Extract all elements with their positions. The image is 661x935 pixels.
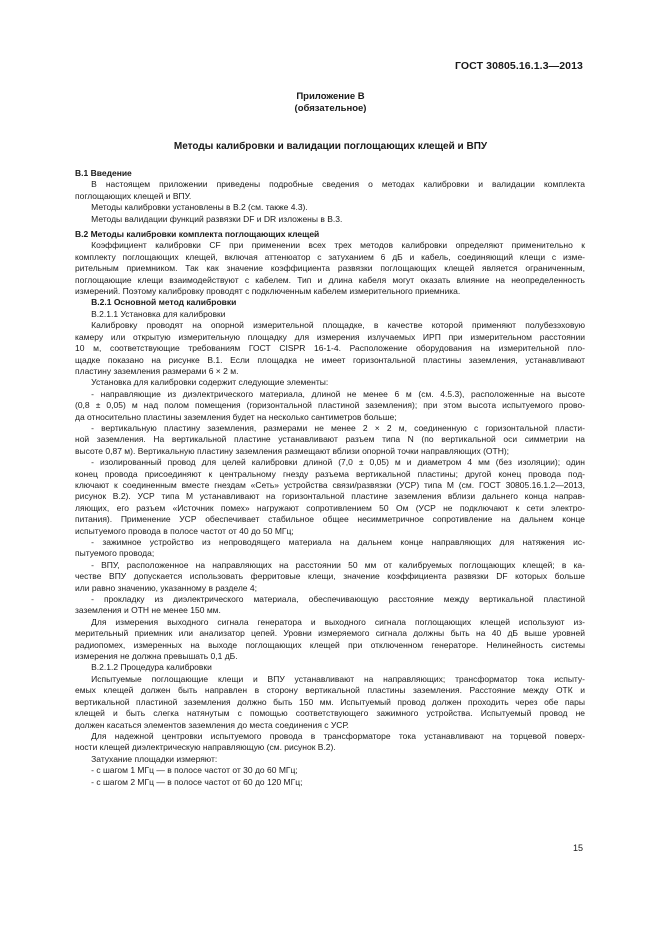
text-line: В.2.1.2 Процедура калибровки xyxy=(91,662,212,673)
text-line: щадке показано на рисунке В.1. Если площадка не имеет горизонтальной пластины заземления, устанавливают xyxy=(75,354,585,365)
text-line: да относительно пластины заземления будет на несколько сантиметров больше; xyxy=(75,411,397,422)
text-line: Для измерения выходного сигнала генератора и выходного сигнала поглощающих клещей используют из- xyxy=(91,616,585,627)
annex-status: (обязательное) xyxy=(294,103,367,114)
annex-title: Приложение В xyxy=(296,91,365,102)
text-line: измерения не должна превышать 0,1 дБ. xyxy=(75,651,238,662)
text-line: рисунок В.2). УСР типа М устанавливают на горизонтальной пластине заземления вблизи дальнего конца направ- xyxy=(75,491,585,502)
text-line: ляющих, его разъем «Источник помех» нагружают сопротивлением 50 Ом (УСР не подключают к сети электро- xyxy=(75,502,585,513)
text-line: испытуемого провода в полосе частот от 40 до 50 МГц; xyxy=(75,525,294,536)
text-line: заземления и ОТН не менее 150 мм. xyxy=(75,605,221,616)
text-line: конец провода присоединяют к центральному гнезду разъема вертикальной пластины; другой конец провода под- xyxy=(75,468,585,479)
text-line: емых клещей должен быть направлен в сторону вертикальной пластины заземления. Расстояние между ОТК и xyxy=(75,685,585,696)
text-line: - ВПУ, расположенное на направляющих на расстоянии 50 мм от калибруемых поглощающих клещей; в ка- xyxy=(91,559,585,570)
text-line: - прокладку из диэлектрического материала, обеспечивающую расстояние между вертикальной пластиной xyxy=(91,594,585,605)
text-line: питания). Применение УСР обеспечивает стабильное общее несимметричное сопротивление на дальнем конце xyxy=(75,514,585,525)
text-line: комплекту поглощающих клещей, включая аттенюатор с затуханием 6 дБ и кабель, соединяющий клещи с изме- xyxy=(75,251,585,262)
document-title: Методы калибровки и валидации поглощающих клещей и ВПУ xyxy=(173,141,488,152)
document-body xyxy=(75,168,585,788)
text-line: рительным приемником. Так как значение коэффициента развязки поглощающих клещей является ограниченным, xyxy=(75,263,585,274)
text-line: Коэффициент калибровки CF при применении всех трех методов калибровки определяют применительно к xyxy=(91,240,585,251)
text-line: камеру или открытую измерительную площадку для измерения излучаемых ИРП при измерительном расстоянии xyxy=(75,331,585,342)
text-line: пытуемого провода; xyxy=(75,548,155,559)
text-line: ной заземления. На вертикальной пластине устанавливают разъем типа N (по вертикальной оси симметрии на xyxy=(75,434,585,445)
text-line: В.1 Введение xyxy=(75,168,132,178)
text-line: В настоящем приложении приведены подробные сведения о методах калибровки и валидации комплекта xyxy=(91,179,585,190)
text-line: - вертикальную пластину заземления, размерами не менее 2 × 2 м, соединенную с горизонтальной пласти- xyxy=(91,422,585,433)
text-line: поглощающие клещи взаимодействуют с кабелем. Тип и длина кабеля могут оказать влияние на неопределенность xyxy=(75,274,585,285)
text-line: поглощающих клещей и ВПУ. xyxy=(75,190,192,201)
text-line: - направляющие из диэлектрического материала, длиной не менее 6 м (см. 4.5.3), расположенные на высоте xyxy=(91,388,585,399)
text-line: высоте 0,87 м). Вертикальную пластину заземления размещают вблизи опорной точки направляющих (ОТН); xyxy=(75,445,510,456)
text-line: (0,8 ± 0,05) м над полом помещения (горизонтальной пластиной заземления); при этом высота испытуемого прово- xyxy=(75,400,585,411)
text-line: радиопомех, измеренных на выходе поглощающих клещей при отключенном генераторе. Нелинейность системы xyxy=(75,639,585,650)
text-line: В.2 Методы калибровки комплекта поглощающих клещей xyxy=(75,229,320,240)
text-line: 10 м, соответствующие требованиям ГОСТ CISPR 16-1-4. Расположение оборудования на измерительной пло- xyxy=(75,343,585,354)
text-line: - с шагом 2 МГц — в полосе частот от 60 до 120 МГц; xyxy=(91,776,303,787)
text-line: В.2.1 Основной метод калибровки xyxy=(91,297,237,308)
text-line: Методы валидации функций развязки DF и DR изложены в В.3. xyxy=(91,213,343,224)
text-line: клещей и быть слегка натянутым с помощью соответствующего зажимного устройства. Испытуемый провод не xyxy=(75,708,585,719)
text-line: - изолированный провод для целей калибровки длиной (7,0 ± 0,05) м и диаметром 4 мм (без изоляции); один xyxy=(91,457,585,468)
text-line: В.2.1.1 Установка для калибровки xyxy=(91,308,226,319)
text-line: вертикальной пластиной заземления должно быть 150 мм. Испытуемый провод должен проходить через обе пары xyxy=(75,696,585,707)
page-number: 15 xyxy=(572,843,583,853)
text-line: пластину заземления размерами 6 × 2 м. xyxy=(75,365,239,376)
text-line: - зажимное устройство из непроводящего материала на дальнем конце направляющих для натяжения ис- xyxy=(91,537,585,547)
text-line: Испытуемые поглощающие клещи и ВПУ устанавливают на направляющих; трансформатор тока испыту- xyxy=(91,673,585,684)
text-line: измерений. Поэтому калибровку проводят с подключенным кабелем измерительного приемника. xyxy=(75,286,461,297)
text-line: Установка для калибровки содержит следующие элементы: xyxy=(91,377,329,388)
text-line: Методы калибровки установлены в В.2 (см. также 4.3). xyxy=(91,202,308,213)
text-line: Калибровку проводят на опорной измерительной площадке, в качестве которой применяют полубезэховую xyxy=(91,320,585,331)
text-line: должен касаться элементов заземления до места соединения с УСР. xyxy=(75,719,349,730)
text-line: или равно значению, указанному в разделе 4; xyxy=(75,582,257,593)
text-line: ности клещей диэлектрическую направляющую (см. рисунок В.2). xyxy=(75,742,336,753)
text-line: честве ВПУ допускается использовать ферритовые клещи, значение коэффициента развязки DF которых больше xyxy=(75,571,585,582)
text-line: мерительный приемник или анализатор цепей. Уровни измеряемого сигнала должны быть на 40 дБ выше уровней xyxy=(75,628,585,639)
text-line: ключают к соединенным вместе гнездам «Сеть» устройства связи/развязки (УСР) типа М (см. ГОСТ 30805.16.1.2—2013, xyxy=(75,479,585,490)
text-line: - с шагом 1 МГц — в полосе частот от 30 до 60 МГц; xyxy=(91,765,298,776)
text-line: Для надежной центровки испытуемого провода в трансформаторе тока устанавливают на торцевой поверх- xyxy=(91,730,585,741)
text-line: Затухание площадки измеряют: xyxy=(91,753,218,764)
standard-number: ГОСТ 30805.16.1.3—2013 xyxy=(455,60,583,72)
